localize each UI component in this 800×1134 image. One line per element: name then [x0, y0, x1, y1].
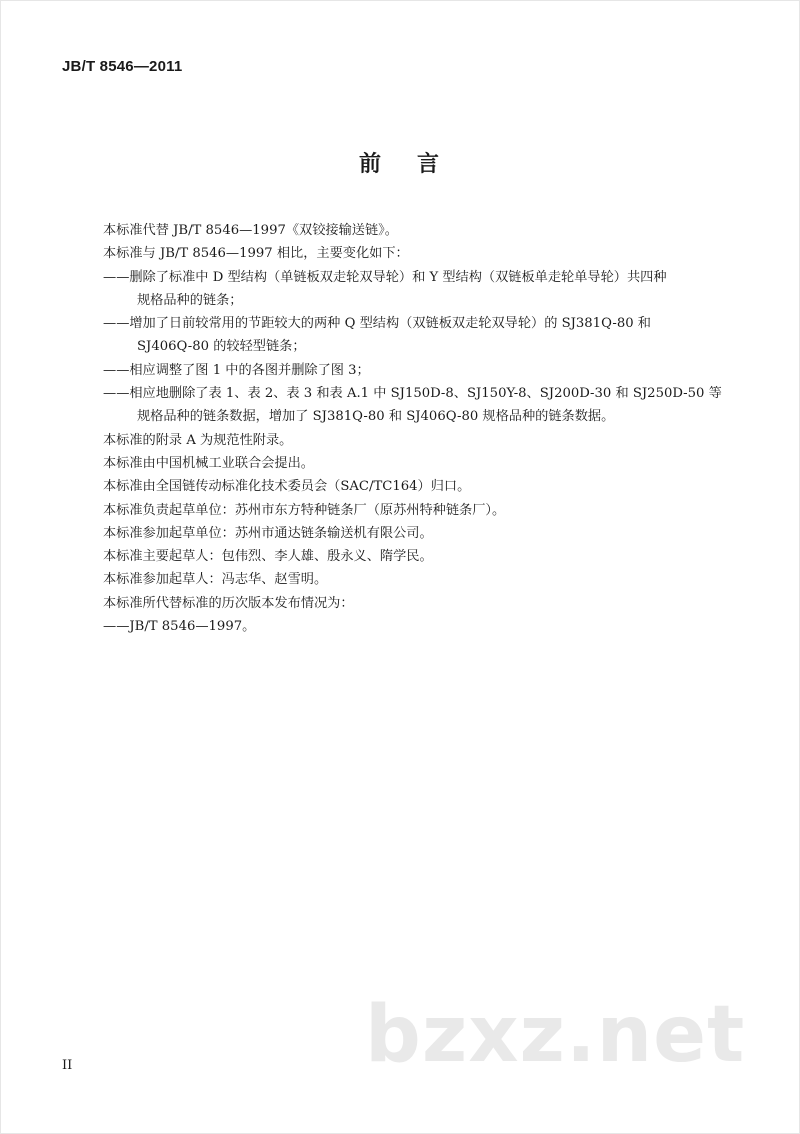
- watermark: bzxz.net: [365, 990, 746, 1080]
- page-number: II: [62, 1058, 73, 1073]
- change-item-continuation: SJ406Q-80 的较轻型链条；: [137, 339, 306, 355]
- title-char-1: 前: [358, 152, 383, 177]
- change-item-continuation: 规格品种的链条；: [137, 292, 243, 308]
- paragraph-line: ——JB/T 8546—1997。: [103, 619, 256, 635]
- paragraph-line: 本标准代替 JB/T 8546—1997《双铰接输送链》。: [103, 223, 398, 238]
- change-item: ——相应调整了图 1 中的各图并删除了图 3；: [103, 362, 370, 378]
- paragraph-line: 本标准主要起草人：包伟烈、李人雄、殷永义、隋学民。: [103, 549, 433, 565]
- paragraph-line: 本标准由全国链传动标准化技术委员会（SAC/TC164）归口。: [103, 479, 471, 495]
- paragraph-line: 本标准参加起草单位：苏州市通达链条输送机有限公司。: [103, 525, 433, 541]
- title-char-2: 言: [417, 152, 442, 177]
- paragraph-line: 本标准负责起草单位：苏州市东方特种链条厂（原苏州特种链条厂）。: [103, 502, 506, 518]
- change-item: ——相应地删除了表 1、表 2、表 3 和表 A.1 中 SJ150D-8、SJ150Y-8、SJ200D-30 和 SJ250D-50 等: [103, 386, 722, 402]
- paragraph-line: 本标准由中国机械工业联合会提出。: [103, 455, 314, 471]
- paragraph-line: 本标准参加起草人：冯志华、赵雪明。: [103, 572, 328, 588]
- standard-code: JB/T 8546—2011: [62, 58, 183, 75]
- change-item: ——增加了日前较常用的节距较大的两种 Q 型结构（双链板双走轮双导轮）的 SJ381Q-80 和: [103, 316, 651, 332]
- change-item-continuation: 规格品种的链条数据，增加了 SJ381Q-80 和 SJ406Q-80 规格品种的链条数据。: [137, 409, 615, 425]
- paragraph-line: 本标准与 JB/T 8546—1997 相比，主要变化如下：: [103, 246, 409, 262]
- page-title: [0, 147, 800, 178]
- paragraph-line: 本标准所代替标准的历次版本发布情况为：: [103, 595, 354, 611]
- change-item: ——删除了标准中 D 型结构（单链板双走轮双导轮）和 Y 型结构（双链板单走轮单导轮）共四种: [103, 269, 667, 285]
- paragraph-line: 本标准的附录 A 为规范性附录。: [103, 432, 293, 448]
- foreword-body: [103, 219, 743, 638]
